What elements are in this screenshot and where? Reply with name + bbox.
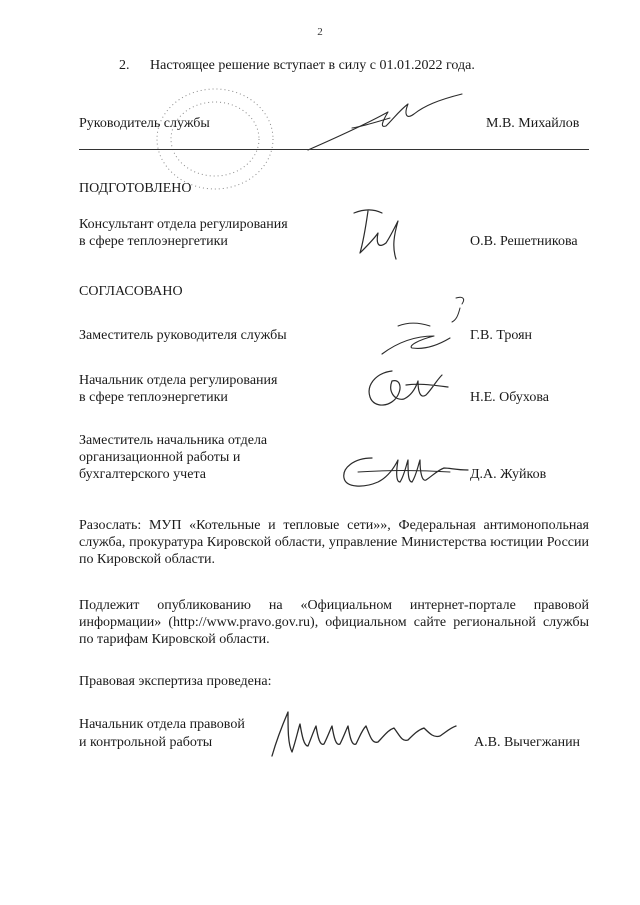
section-divider xyxy=(79,149,589,150)
prepared-position-line-1: Консультант отдела регулирования xyxy=(79,217,288,232)
agreed-heading: СОГЛАСОВАНО xyxy=(79,284,183,299)
item-text: Настоящее решение вступает в силу с 01.01.2022 года. xyxy=(150,58,475,73)
regulation-chief-name: Н.Е. Обухова xyxy=(470,390,549,405)
prepared-signature xyxy=(348,203,408,263)
prepared-name: О.В. Решетникова xyxy=(470,234,578,249)
deputy-chief-position-line-2: организационной работы и xyxy=(79,450,241,465)
deputy-chief-position-line-3: бухгалтерского учета xyxy=(79,467,206,482)
legal-review-position-line-1: Начальник отдела правовой xyxy=(79,717,245,732)
head-position: Руководитель службы xyxy=(79,116,210,131)
prepared-heading: ПОДГОТОВЛЕНО xyxy=(79,181,192,196)
legal-review-heading: Правовая экспертиза проведена: xyxy=(79,674,272,689)
deputy-head-position: Заместитель руководителя службы xyxy=(79,328,287,343)
legal-review-name: А.В. Вычегжанин xyxy=(474,735,581,750)
regulation-chief-position-line-2: в сфере теплоэнергетики xyxy=(79,390,228,405)
deputy-head-name: Г.В. Троян xyxy=(470,328,533,343)
regulation-chief-signature xyxy=(362,365,452,415)
page-number: 2 xyxy=(317,26,323,38)
prepared-position-line-2: в сфере теплоэнергетики xyxy=(79,234,228,249)
deputy-chief-signature xyxy=(338,452,474,494)
legal-review-signature xyxy=(262,706,462,762)
deputy-chief-position-line-1: Заместитель начальника отдела xyxy=(79,433,268,448)
legal-review-position-line-2: и контрольной работы xyxy=(79,735,213,750)
head-signature xyxy=(300,88,470,158)
regulation-chief-position-line-1: Начальник отдела регулирования xyxy=(79,373,278,388)
deputy-head-signature xyxy=(378,292,478,362)
head-name: М.В. Михайлов xyxy=(486,116,580,131)
distribution-paragraph: Разослать: МУП «Котельные и тепловые сети»», Федеральная антимонопольная служба, прокуратура Кировской области, управление Министерства юстиции России по Кировской области. xyxy=(79,518,589,567)
item-number: 2. xyxy=(119,58,130,73)
publication-paragraph: Подлежит опубликованию на «Официальном интернет-портале правовой информации» (http://www.pravo.gov.ru), официальном сайте региональной службы по тарифам Кировской области. xyxy=(79,598,589,647)
deputy-chief-name: Д.А. Жуйков xyxy=(470,467,547,482)
